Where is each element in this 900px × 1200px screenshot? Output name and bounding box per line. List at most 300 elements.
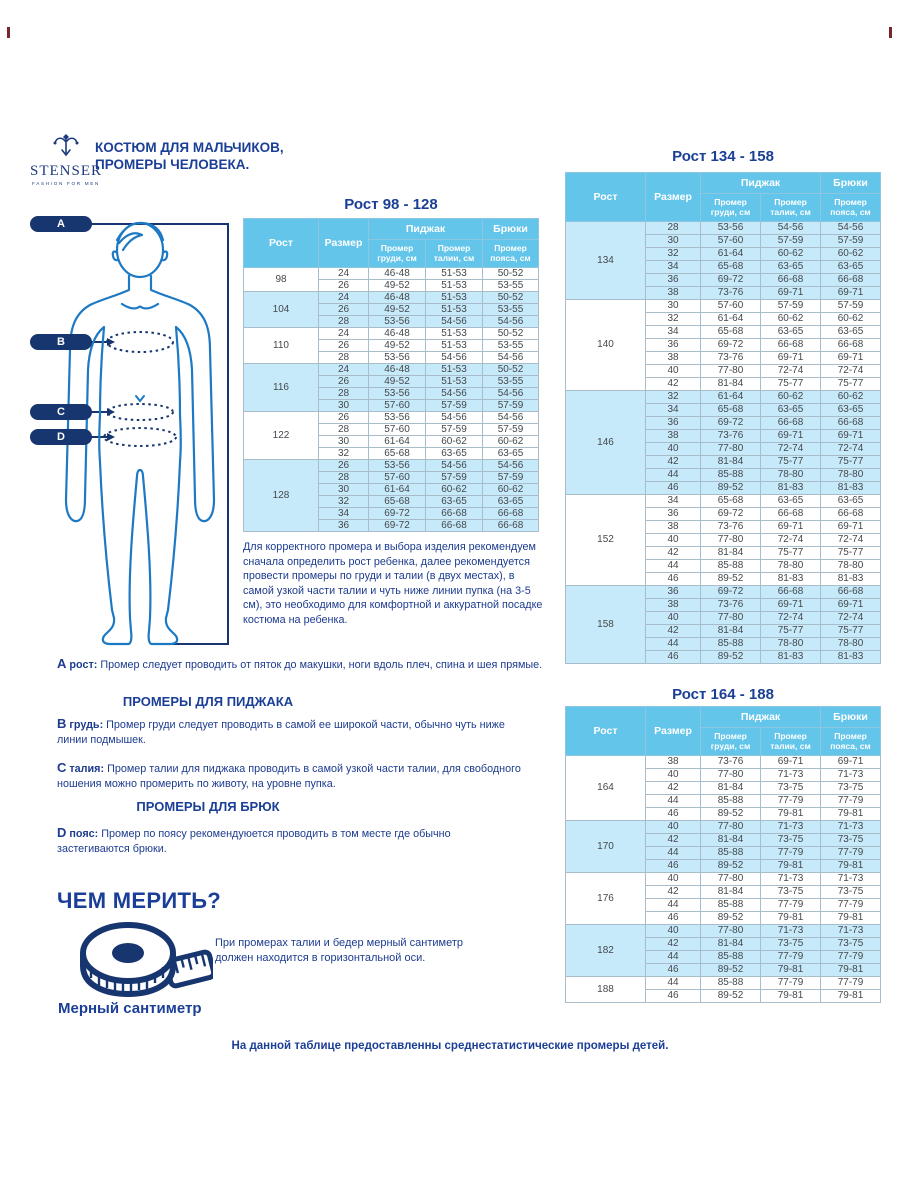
label-b-chest: B: [30, 334, 92, 350]
table-row: [244, 460, 539, 472]
table-cell: 69-72: [701, 274, 761, 287]
table-cell: 53-56: [369, 388, 426, 400]
table-cell: 75-77: [761, 547, 821, 560]
rost-cell: 176: [566, 873, 646, 925]
tape-caption: Мерный сантиметр: [58, 1000, 202, 1017]
table-cell: 65-68: [701, 404, 761, 417]
table-cell: 85-88: [701, 795, 761, 808]
table-cell: 44: [646, 951, 701, 964]
table-cell: 71-73: [761, 821, 821, 834]
table-cell: 50-52: [483, 268, 539, 280]
rost-cell: 122: [244, 412, 319, 460]
table-cell: 44: [646, 899, 701, 912]
table-cell: 65-68: [701, 261, 761, 274]
table-cell: 42: [646, 625, 701, 638]
header-row: [566, 173, 881, 194]
table-row: [244, 268, 539, 280]
table-cell: 42: [646, 886, 701, 899]
table-cell: 57-59: [483, 400, 539, 412]
table-cell: 57-60: [369, 472, 426, 484]
size-table: [243, 218, 539, 532]
table-cell: 28: [319, 472, 369, 484]
table-cell: 65-68: [369, 496, 426, 508]
table-cell: 51-53: [426, 280, 483, 292]
table-cell: 69-71: [761, 599, 821, 612]
table-cell: 73-76: [701, 599, 761, 612]
brand-tagline: FASHION FOR MEN: [31, 181, 101, 186]
table-cell: 50-52: [483, 292, 539, 304]
table-cell: 77-79: [761, 951, 821, 964]
table-cell: 38: [646, 521, 701, 534]
table-cell: 60-62: [761, 248, 821, 261]
table-cell: 69-72: [369, 508, 426, 520]
jacket-section-heading: ПРОМЕРЫ ДЛЯ ПИДЖАКА: [122, 694, 294, 709]
table-cell: 61-64: [701, 391, 761, 404]
table-cell: 53-55: [483, 340, 539, 352]
table-cell: 38: [646, 287, 701, 300]
table-cell: 63-65: [821, 404, 881, 417]
table-cell: 78-80: [821, 560, 881, 573]
table-cell: 42: [646, 938, 701, 951]
table-cell: 46: [646, 990, 701, 1003]
table-cell: 46: [646, 482, 701, 495]
table-cell: 73-76: [701, 352, 761, 365]
table-cell: 77-79: [761, 795, 821, 808]
table-cell: 53-56: [701, 222, 761, 235]
table-cell: 26: [319, 412, 369, 424]
table-cell: 53-55: [483, 376, 539, 388]
table-cell: 69-71: [821, 521, 881, 534]
table-cell: 51-53: [426, 268, 483, 280]
table-cell: 75-77: [821, 547, 881, 560]
table-cell: 53-56: [369, 316, 426, 328]
table-cell: 69-71: [761, 430, 821, 443]
table-cell: 77-80: [701, 365, 761, 378]
table-cell: 65-68: [369, 448, 426, 460]
table-cell: 89-52: [701, 808, 761, 821]
table-cell: 85-88: [701, 847, 761, 860]
col-header-rost: Рост: [244, 219, 319, 268]
chest-instruction-text: Промер груди следует проводить в самой ее широкой части, обычно чуть ниже линии подмышек.: [57, 719, 505, 746]
size-table-98-128: [243, 218, 539, 532]
table-cell: 46: [646, 860, 701, 873]
table-cell: 60-62: [483, 484, 539, 496]
table-cell: 60-62: [761, 313, 821, 326]
table-cell: 79-81: [761, 964, 821, 977]
table-cell: 57-59: [483, 472, 539, 484]
col-header-jacket: Пиджак: [369, 219, 483, 240]
table-cell: 63-65: [426, 496, 483, 508]
table-cell: 57-59: [761, 235, 821, 248]
table-cell: 51-53: [426, 364, 483, 376]
table-cell: 72-74: [821, 365, 881, 378]
table-cell: 54-56: [821, 222, 881, 235]
table-cell: 77-80: [701, 821, 761, 834]
waist-instruction-label: С талия:: [57, 760, 105, 775]
table-cell: 49-52: [369, 304, 426, 316]
table-row: [244, 292, 539, 304]
table-cell: 26: [319, 460, 369, 472]
table-cell: 79-81: [761, 912, 821, 925]
table-cell: 42: [646, 782, 701, 795]
table-cell: 73-75: [761, 834, 821, 847]
table-cell: 66-68: [821, 586, 881, 599]
rost-cell: 182: [566, 925, 646, 977]
table-cell: 77-80: [701, 612, 761, 625]
table-cell: 34: [319, 508, 369, 520]
table-cell: 77-79: [821, 977, 881, 990]
table-cell: 40: [646, 534, 701, 547]
table-cell: 81-84: [701, 886, 761, 899]
table-cell: 77-79: [821, 795, 881, 808]
table-row: [566, 391, 881, 404]
table-cell: 66-68: [761, 508, 821, 521]
table-cell: 40: [646, 443, 701, 456]
table-cell: 61-64: [701, 248, 761, 261]
col-header-chest: Промер груди, см: [369, 240, 426, 268]
table-cell: 54-56: [426, 460, 483, 472]
col-header-trousers: Брюки: [821, 173, 881, 194]
table-cell: 73-76: [701, 756, 761, 769]
table-cell: 30: [646, 235, 701, 248]
table-cell: 30: [319, 436, 369, 448]
table-cell: 72-74: [761, 612, 821, 625]
table-cell: 53-56: [369, 352, 426, 364]
header-row: [566, 707, 881, 728]
table-cell: 81-83: [821, 651, 881, 664]
table-cell: 75-77: [821, 456, 881, 469]
table-cell: 38: [646, 430, 701, 443]
table-cell: 28: [319, 424, 369, 436]
table-cell: 75-77: [821, 378, 881, 391]
table-cell: 66-68: [821, 508, 881, 521]
table-cell: 71-73: [761, 873, 821, 886]
rost-cell: 116: [244, 364, 319, 412]
table-cell: 51-53: [426, 328, 483, 340]
col-header-chest: Промер груди, см: [701, 194, 761, 222]
table-cell: 81-83: [821, 482, 881, 495]
table-cell: 81-83: [761, 482, 821, 495]
col-header-belt: Промер пояса, см: [821, 194, 881, 222]
print-mark: [7, 27, 10, 38]
table-cell: 44: [646, 795, 701, 808]
page-title-line1: КОСТЮМ ДЛЯ МАЛЬЧИКОВ,: [95, 140, 284, 155]
table-cell: 54-56: [761, 222, 821, 235]
rost-cell: 170: [566, 821, 646, 873]
table-cell: 66-68: [483, 508, 539, 520]
table-cell: 89-52: [701, 860, 761, 873]
table-cell: 66-68: [483, 520, 539, 532]
table-cell: 53-55: [483, 304, 539, 316]
table-cell: 24: [319, 292, 369, 304]
table-cell: 54-56: [426, 352, 483, 364]
table-cell: 24: [319, 268, 369, 280]
table-cell: 71-73: [821, 769, 881, 782]
table-cell: 54-56: [483, 316, 539, 328]
table-cell: 66-68: [761, 586, 821, 599]
col-header-razmer: Размер: [319, 219, 369, 268]
table-cell: 73-76: [701, 287, 761, 300]
table-cell: 51-53: [426, 340, 483, 352]
table-cell: 57-60: [369, 424, 426, 436]
table-cell: 46: [646, 651, 701, 664]
table-cell: 61-64: [369, 484, 426, 496]
body-measurement-figure: [30, 210, 235, 655]
table-cell: 26: [319, 280, 369, 292]
col-header-razmer: Размер: [646, 173, 701, 222]
table-cell: 73-75: [761, 886, 821, 899]
table-cell: 73-75: [821, 886, 881, 899]
table-cell: 77-79: [821, 847, 881, 860]
table-cell: 72-74: [761, 443, 821, 456]
table-cell: 63-65: [821, 326, 881, 339]
rost-cell: 104: [244, 292, 319, 328]
measuring-tape-icon: [78, 920, 213, 1003]
table-cell: 66-68: [426, 520, 483, 532]
table-cell: 78-80: [821, 469, 881, 482]
table-cell: 36: [646, 508, 701, 521]
table-title-164-188: Рост 164 - 188: [672, 686, 774, 703]
table-cell: 63-65: [821, 261, 881, 274]
table-cell: 69-72: [369, 520, 426, 532]
table-cell: 60-62: [426, 484, 483, 496]
table-cell: 77-79: [761, 977, 821, 990]
table-cell: 60-62: [821, 313, 881, 326]
table-cell: 63-65: [761, 261, 821, 274]
table-cell: 81-84: [701, 547, 761, 560]
table-cell: 53-56: [369, 412, 426, 424]
table-cell: 78-80: [761, 560, 821, 573]
table-cell: 75-77: [821, 625, 881, 638]
table-cell: 89-52: [701, 964, 761, 977]
table-cell: 54-56: [483, 352, 539, 364]
table-cell: 40: [646, 769, 701, 782]
table-cell: 77-79: [821, 899, 881, 912]
table-cell: 85-88: [701, 560, 761, 573]
table-cell: 79-81: [821, 912, 881, 925]
col-header-jacket: Пиджак: [701, 707, 821, 728]
table-cell: 42: [646, 456, 701, 469]
table-cell: 71-73: [821, 873, 881, 886]
table-title-134-158: Рост 134 - 158: [672, 148, 774, 165]
table-cell: 72-74: [761, 365, 821, 378]
table-cell: 28: [319, 352, 369, 364]
col-header-rost: Рост: [566, 707, 646, 756]
table-cell: 60-62: [761, 391, 821, 404]
table-cell: 28: [319, 388, 369, 400]
table-cell: 77-80: [701, 769, 761, 782]
table-cell: 69-72: [701, 586, 761, 599]
table-cell: 89-52: [701, 990, 761, 1003]
table-cell: 89-52: [701, 573, 761, 586]
table-cell: 81-84: [701, 625, 761, 638]
header-row: [244, 219, 539, 240]
table-cell: 26: [319, 304, 369, 316]
table-row: [244, 412, 539, 424]
belt-instruction-text: Промер по поясу рекомендуюется проводить в том месте где обычно застегиваются брюки.: [57, 828, 451, 855]
table-cell: 79-81: [761, 808, 821, 821]
table-cell: 66-68: [761, 274, 821, 287]
table-cell: 69-71: [821, 287, 881, 300]
table-cell: 63-65: [761, 495, 821, 508]
table-cell: 66-68: [761, 339, 821, 352]
table-cell: 69-72: [701, 417, 761, 430]
table-cell: 54-56: [483, 460, 539, 472]
table-cell: 85-88: [701, 951, 761, 964]
table-cell: 46: [646, 912, 701, 925]
table-cell: 69-71: [821, 430, 881, 443]
table-cell: 63-65: [761, 326, 821, 339]
table-cell: 78-80: [761, 469, 821, 482]
table-cell: 69-71: [821, 756, 881, 769]
table-cell: 75-77: [761, 456, 821, 469]
table-cell: 54-56: [426, 388, 483, 400]
table-cell: 69-71: [761, 521, 821, 534]
table-cell: 49-52: [369, 376, 426, 388]
rost-cell: 158: [566, 586, 646, 664]
table-cell: 40: [646, 365, 701, 378]
table-cell: 75-77: [761, 625, 821, 638]
chest-instruction: [57, 717, 527, 747]
table-cell: 69-71: [761, 352, 821, 365]
table-cell: 36: [646, 586, 701, 599]
table-cell: 32: [646, 248, 701, 261]
table-cell: 34: [646, 404, 701, 417]
size-table-134-158: [565, 172, 881, 664]
table-cell: 36: [646, 339, 701, 352]
label-a-height: A: [30, 216, 92, 232]
col-header-waist: Промер талии, см: [761, 194, 821, 222]
table-cell: 63-65: [821, 495, 881, 508]
table-cell: 79-81: [821, 990, 881, 1003]
table-cell: 77-80: [701, 443, 761, 456]
table-cell: 28: [319, 316, 369, 328]
table-cell: 69-71: [821, 352, 881, 365]
table-cell: 61-64: [369, 436, 426, 448]
table-cell: 63-65: [426, 448, 483, 460]
col-header-chest: Промер груди, см: [701, 728, 761, 756]
table-cell: 89-52: [701, 912, 761, 925]
table-cell: 81-84: [701, 782, 761, 795]
table-cell: 77-79: [821, 951, 881, 964]
table-cell: 46-48: [369, 292, 426, 304]
table-cell: 24: [319, 364, 369, 376]
table-cell: 51-53: [426, 292, 483, 304]
table-cell: 54-56: [426, 316, 483, 328]
table-cell: 72-74: [821, 534, 881, 547]
table-cell: 71-73: [761, 925, 821, 938]
table-cell: 71-73: [761, 769, 821, 782]
col-header-rost: Рост: [566, 173, 646, 222]
belt-instruction: [57, 826, 487, 856]
table-cell: 57-60: [369, 400, 426, 412]
table-cell: 73-76: [701, 521, 761, 534]
table-cell: 60-62: [426, 436, 483, 448]
col-header-razmer: Размер: [646, 707, 701, 756]
table-cell: 60-62: [821, 391, 881, 404]
table-cell: 30: [319, 400, 369, 412]
table-cell: 38: [646, 756, 701, 769]
size-table: [565, 706, 881, 1003]
table-cell: 77-79: [761, 847, 821, 860]
table-row: [244, 364, 539, 376]
rost-cell: 188: [566, 977, 646, 1003]
table-cell: 42: [646, 547, 701, 560]
table-cell: 38: [646, 352, 701, 365]
table-cell: 34: [646, 261, 701, 274]
col-header-belt: Промер пояса, см: [483, 240, 539, 268]
table-cell: 49-52: [369, 280, 426, 292]
rost-cell: 98: [244, 268, 319, 292]
table-cell: 53-56: [369, 460, 426, 472]
table-cell: 24: [319, 328, 369, 340]
height-instruction-label: А рост:: [57, 656, 98, 671]
col-header-jacket: Пиджак: [701, 173, 821, 194]
label-c-waist: C: [30, 404, 92, 420]
table-cell: 71-73: [821, 821, 881, 834]
table-cell: 50-52: [483, 328, 539, 340]
rost-cell: 128: [244, 460, 319, 532]
table-cell: 36: [646, 274, 701, 287]
table-cell: 32: [646, 313, 701, 326]
table-cell: 69-72: [701, 508, 761, 521]
table-cell: 81-83: [821, 573, 881, 586]
table-cell: 72-74: [821, 443, 881, 456]
table-cell: 44: [646, 560, 701, 573]
table-cell: 46-48: [369, 328, 426, 340]
table-cell: 79-81: [821, 808, 881, 821]
table-cell: 81-84: [701, 834, 761, 847]
table-cell: 81-83: [761, 651, 821, 664]
table-cell: 79-81: [761, 990, 821, 1003]
table-cell: 57-59: [426, 424, 483, 436]
table-cell: 51-53: [426, 304, 483, 316]
table-cell: 46-48: [369, 364, 426, 376]
table-cell: 46-48: [369, 268, 426, 280]
table-row: [566, 821, 881, 834]
rost-cell: 164: [566, 756, 646, 821]
label-d-belt: D: [30, 429, 92, 445]
table-cell: 42: [646, 834, 701, 847]
table-cell: 30: [646, 300, 701, 313]
table-cell: 57-60: [701, 300, 761, 313]
table-cell: 85-88: [701, 899, 761, 912]
table-cell: 85-88: [701, 638, 761, 651]
table-cell: 57-59: [426, 472, 483, 484]
table-cell: 77-80: [701, 873, 761, 886]
table-row: [566, 495, 881, 508]
table-cell: 79-81: [821, 860, 881, 873]
table-row: [566, 222, 881, 235]
table-cell: 77-80: [701, 925, 761, 938]
table-cell: 66-68: [761, 417, 821, 430]
table-cell: 72-74: [761, 534, 821, 547]
table-cell: 36: [319, 520, 369, 532]
table-cell: 85-88: [701, 469, 761, 482]
table-cell: 32: [319, 496, 369, 508]
table-cell: 44: [646, 977, 701, 990]
table-cell: 57-60: [701, 235, 761, 248]
table-cell: 78-80: [821, 638, 881, 651]
table-cell: 75-77: [761, 378, 821, 391]
intro-paragraph: Для корректного промера и выбора изделия рекомендуем сначала определить рост ребенка, далее рекомендуется провести промеры по груди и талии (в двух местах), в самой узкой части талии и чуть ниже линии пупка (на 3-5 см), это необходимо для комфортной и аккуратной посадке костюма на ребенка.: [243, 541, 543, 626]
table-cell: 26: [319, 376, 369, 388]
page-title: [95, 139, 355, 173]
table-cell: 73-76: [701, 430, 761, 443]
table-cell: 46: [646, 808, 701, 821]
table-cell: 57-59: [761, 300, 821, 313]
table-cell: 72-74: [821, 612, 881, 625]
